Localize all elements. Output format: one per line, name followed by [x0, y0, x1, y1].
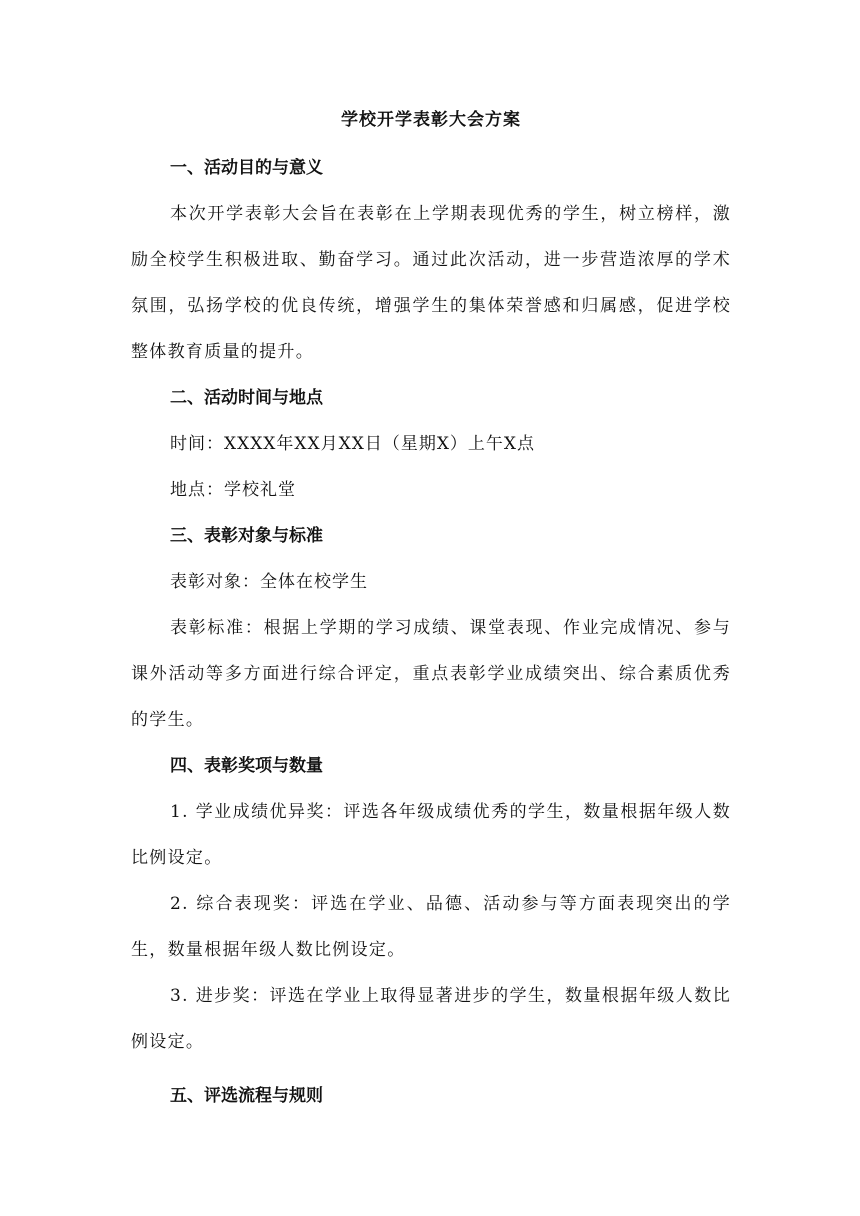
- document-page: [131, 100, 731, 1119]
- section-heading-process: 五、评选流程与规则: [170, 1086, 323, 1106]
- section-heading-awards: 四、表彰奖项与数量: [170, 756, 323, 776]
- section-heading-time-place: 二、活动时间与地点: [170, 388, 323, 408]
- paragraph-award-1: 1. 学业成绩优异奖：评选各年级成绩优秀的学生，数量根据年级人数比例设定。: [131, 802, 731, 868]
- section-heading-purpose: 一、活动目的与意义: [170, 158, 323, 178]
- paragraph-award-2: 2. 综合表现奖：评选在学业、品德、活动参与等方面表现突出的学生，数量根据年级人数比例设定。: [131, 894, 731, 960]
- document-title: 学校开学表彰大会方案: [341, 110, 521, 130]
- line-targets: 表彰对象：全体在校学生: [170, 572, 368, 592]
- paragraph-criteria: 表彰标准：根据上学期的学习成绩、课堂表现、作业完成情况、参与课外活动等多方面进行综合评定，重点表彰学业成绩突出、综合素质优秀的学生。: [131, 618, 731, 730]
- line-time: 时间：XXXX年XX月XX日（星期X）上午X点: [170, 434, 536, 454]
- spacer: [131, 1065, 731, 1073]
- line-place: 地点：学校礼堂: [170, 480, 296, 500]
- section-heading-targets: 三、表彰对象与标准: [170, 526, 323, 546]
- paragraph-purpose: 本次开学表彰大会旨在表彰在上学期表现优秀的学生，树立榜样，激励全校学生积极进取、勤奋学习。通过此次活动，进一步营造浓厚的学术氛围，弘扬学校的优良传统，增强学生的集体荣誉感和归属感，促进学校整体教育质量的提升。: [131, 204, 731, 362]
- paragraph-award-3: 3. 进步奖：评选在学业上取得显著进步的学生，数量根据年级人数比例设定。: [131, 986, 731, 1052]
